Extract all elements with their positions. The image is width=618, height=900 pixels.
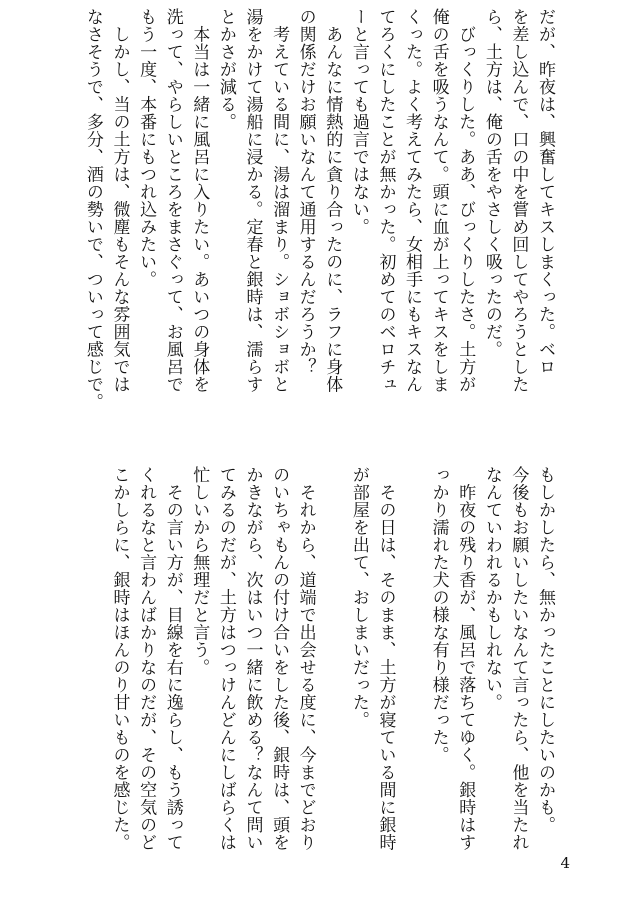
text-line: ーと言っても過言ではない。 (348, 8, 369, 236)
text-line: なんていわれるかもしれない。 (481, 466, 502, 711)
text-line: くった。よく考えてみたら、女相手にもキスなん (402, 8, 423, 393)
text-line: だが、昨夜は、興奮してキスしまくった。ベロ (535, 8, 555, 376)
text-line: てみるのだが、土方はつっけんどんにしばらくは (215, 466, 236, 851)
text-line: 洗って、やらしいところをまさぐって、お風呂で (162, 8, 183, 393)
text-line: もしかしたら、無かったことにしたいのかも。 (535, 466, 555, 834)
text-line: っかり濡れた犬の様な有り様だった。 (428, 466, 449, 764)
text-line: ら、土方は、俺の舌をやさしく吸ったのだ。 (481, 8, 502, 358)
text-line: 湯をかけて湯船に浸かる。定春と銀時は、濡らす (242, 8, 263, 393)
text-line: とかさが減る。 (215, 8, 236, 131)
text-line: あんなに情熱的に貪り合ったのに、ラフに身体 (322, 8, 343, 393)
text-line: こかしらに、銀時はほんのり甘いものを感じた。 (109, 466, 130, 851)
page-number: 4 (560, 854, 570, 872)
text-line: 忙しいから無理だと言う。 (189, 466, 210, 676)
text-line: その言い方が、目線を右に逸らし、もう誘って (162, 466, 183, 851)
text-line: 考えている間に、湯は溜まり。ショボショボと (269, 8, 290, 393)
text-line: の関係だけお願いなんて通用するんだろうか？ (295, 8, 316, 376)
text-line: くれるなと言わんばかりなのだが、その空気のど (136, 466, 157, 851)
text-line: 本当は一緒に風呂に入りたい。あいつの身体を (189, 8, 210, 393)
text-line: のいちゃもんの付け合いをした後、銀時は、頭を (269, 466, 290, 851)
text-line: が部屋を出て、おしまいだった。 (348, 466, 369, 729)
text-line: しかし、当の土方は、微塵もそんな雰囲気では (109, 8, 130, 393)
text-line: なさそうで、多分、酒の勢いで、ついって感じで。 (82, 8, 103, 411)
text-line: てろくにしたことが無かった。初めてのベロチュ (375, 8, 396, 393)
text-line: もう一度、本番にもつれ込みたい。 (136, 8, 157, 288)
upper-text-block (79, 8, 558, 428)
text-line: それから、道端で出会せる度に、今までどおり (295, 466, 316, 851)
text-line (319, 466, 346, 866)
text-line: 昨夜の残り香が、風呂で落ちてゆく。銀時はす (455, 466, 476, 851)
lower-text-block (106, 466, 558, 866)
text-line (398, 466, 425, 866)
text-line: 俺の舌を吸うなんて。頭に血が上ってキスをしま (428, 8, 449, 393)
text-line: その日は、そのまま、土方が寝ている間に銀時 (375, 466, 396, 851)
text-line: 今後もお願いしたいなんて言ったら、他を当たれ (508, 466, 529, 851)
text-line: を差し込んで、口の中を嘗め回してやろうとした (508, 8, 529, 393)
text-line: びっくりした。ああ、びっくりしたさ。土方が (455, 8, 476, 393)
text-line: かきながら、次はいつ一緒に飲める？なんて問い (242, 466, 263, 851)
